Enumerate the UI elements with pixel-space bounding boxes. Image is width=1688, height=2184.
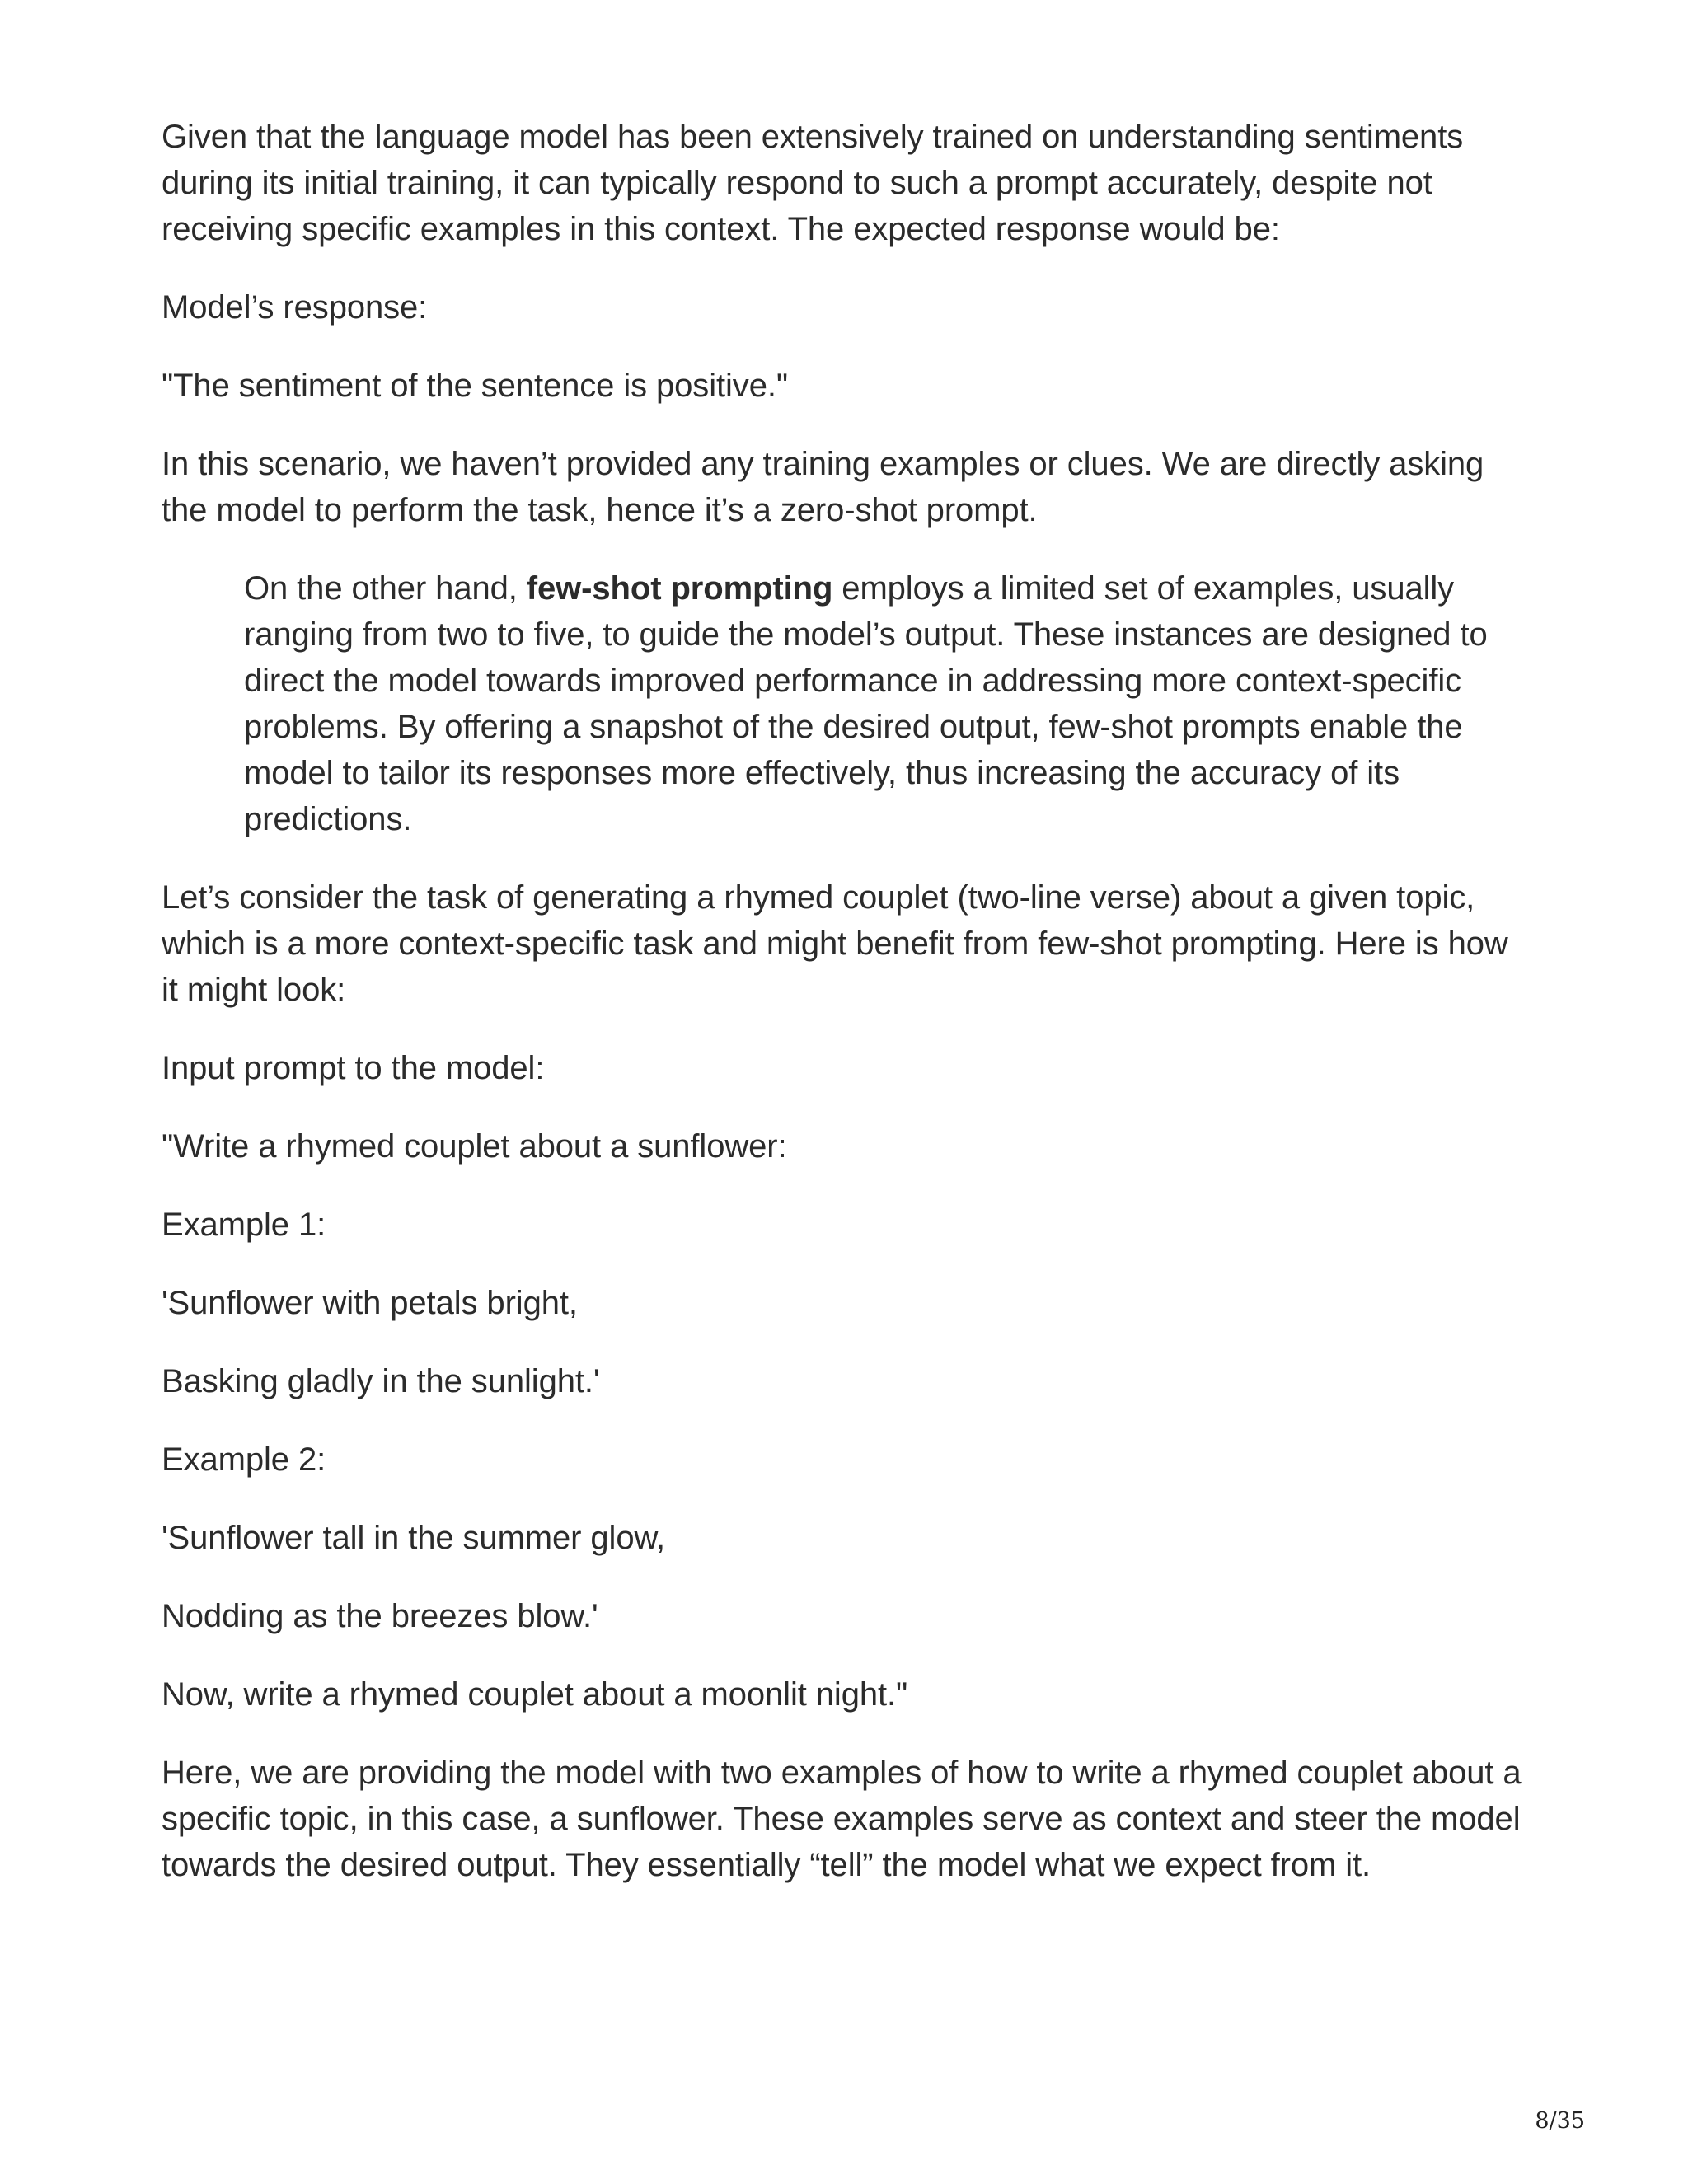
few-shot-term: few-shot prompting (526, 570, 833, 607)
paragraph-prompt-line: "Write a rhymed couplet about a sunflower: (162, 1128, 787, 1165)
paragraph-example-1-line-2: Basking gladly in the sunlight.' (162, 1363, 600, 1399)
paragraph-example-2-line-1: 'Sunflower tall in the summer glow, (162, 1520, 666, 1556)
blockquote-few-shot (244, 565, 1530, 842)
paragraph-example-2-line-2: Nodding as the breezes blow.' (162, 1598, 598, 1634)
paragraph-model-response-label: Model’s response: (162, 289, 428, 326)
paragraph-couplet-task: Let’s consider the task of generating a rhymed couplet (two-line verse) about a given topic, which is a more context-specific task and might benefit from few-shot prompting. Here is how it might look: (162, 879, 1508, 1008)
paragraph-example-1-label: Example 1: (162, 1207, 326, 1243)
page-number: 8/35 (1535, 2108, 1585, 2134)
paragraph-moonlit-instruction: Now, write a rhymed couplet about a moonlit night." (162, 1676, 908, 1713)
paragraph-examples-explanation: Here, we are providing the model with two examples of how to write a rhymed couplet about a specific topic, in this case, a sunflower. These examples serve as context and steer the model towards the desired output. They essentially “tell” the model what we expect from it. (162, 1755, 1522, 1883)
paragraph-model-response: "The sentiment of the sentence is positive." (162, 368, 788, 404)
document-body (162, 114, 1530, 1920)
blockquote-prefix: On the other hand, (244, 570, 527, 607)
paragraph-example-1-line-1: 'Sunflower with petals bright, (162, 1285, 578, 1321)
paragraph-zero-shot-explanation: In this scenario, we haven’t provided any training examples or clues. We are directly asking the model to perform the task, hence it’s a zero-shot prompt. (162, 446, 1484, 528)
paragraph-sentiment-intro: Given that the language model has been extensively trained on understanding sentiments during its initial training, it can typically respond to such a prompt accurately, despite not receiving specific examples in this context. The expected response would be: (162, 119, 1464, 247)
paragraph-input-prompt-label: Input prompt to the model: (162, 1050, 545, 1086)
paragraph-example-2-label: Example 2: (162, 1441, 326, 1478)
blockquote-suffix: employs a limited set of examples, usually ranging from two to five, to guide the model’s output. These instances are designed to direct the model towards improved performance in addressing more context-specific problems. By offering a snapshot of the desired output, few-shot prompts enable the model to tailor its responses more effectively, thus increasing the accuracy of its predictions. (244, 570, 1488, 837)
